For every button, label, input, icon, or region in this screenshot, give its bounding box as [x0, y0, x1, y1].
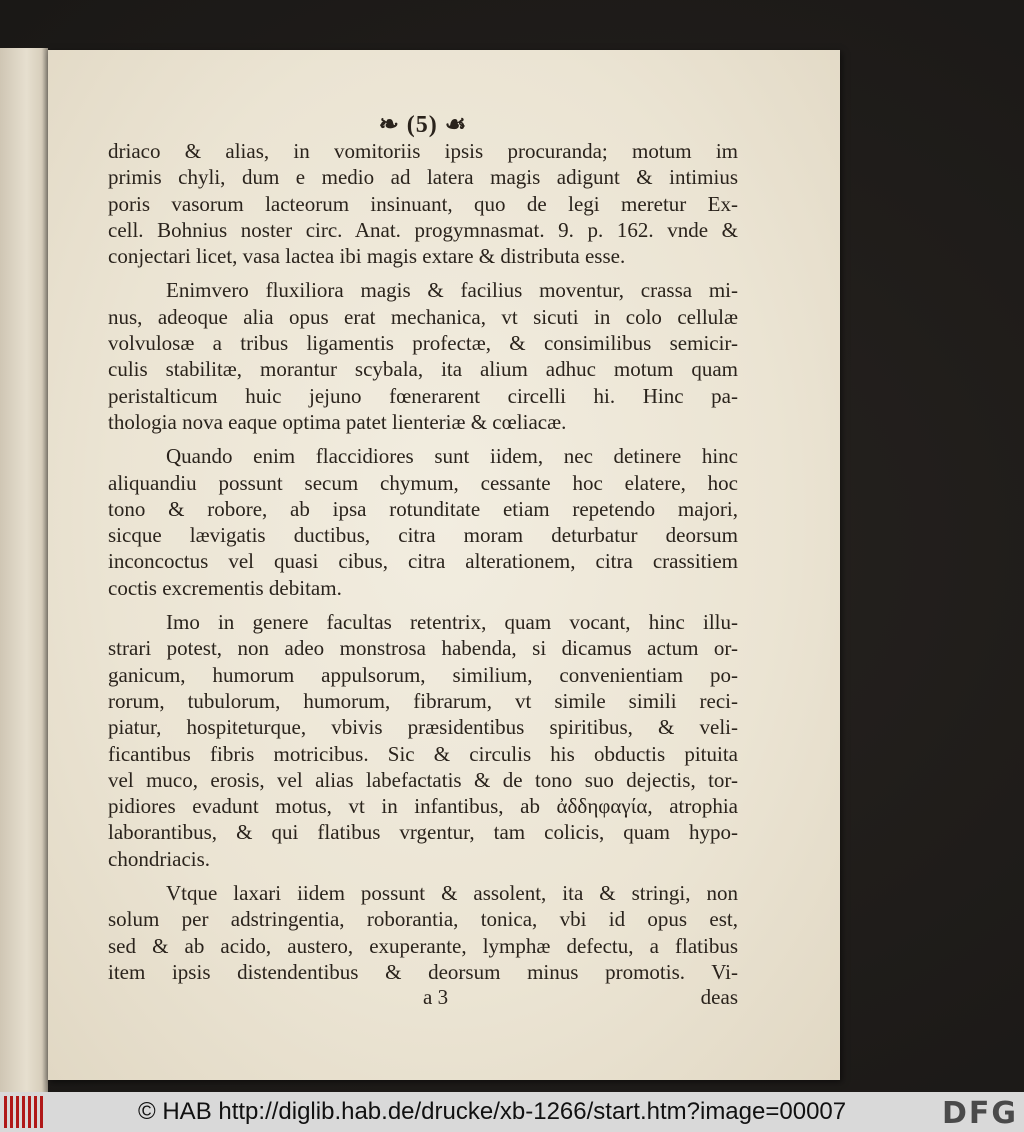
paragraph-4 [108, 609, 738, 872]
text-line: culis stabilitæ, morantur scybala, ita alium adhuc motum quam [108, 357, 738, 382]
text-line: ganicum, humorum appulsorum, similium, convenientiam po- [108, 662, 738, 687]
paragraph-1 [108, 138, 738, 269]
text-line: aliquandiu possunt secum chymum, cessante hoc elatere, hoc [108, 470, 738, 495]
text-line: peristalticum huic jejuno fœnerarent circelli hi. Hinc pa- [108, 383, 738, 408]
text-line: Vtque laxari iidem possunt & assolent, ita & stringi, non [166, 881, 738, 906]
text-line: strari potest, non adeo monstrosa habenda, si dicamus actum or- [108, 636, 738, 661]
page-footer-line [108, 985, 738, 1011]
text-line: Quando enim flaccidiores sunt iidem, nec detinere hinc [166, 444, 738, 469]
text-line: ficantibus fibris motricibus. Sic & circulis his obductis pituita [108, 741, 738, 766]
text-line: tono & robore, ab ipsa rotunditate etiam repetendo majori, [108, 496, 738, 521]
catchword: deas [700, 985, 738, 1010]
text-line: vel muco, erosis, vel alias labefactatis & de tono suo dejectis, tor- [108, 767, 738, 792]
signature-mark: a 3 [423, 985, 449, 1010]
text-line: nus, adeoque alia opus erat mechanica, vt sicuti in colo cellulæ [108, 304, 738, 329]
paragraph-2 [108, 277, 738, 435]
text-line: poris vasorum lacteorum insinuant, quo de legi meretur Ex- [108, 191, 738, 216]
text-line: sicque lævigatis ductibus, citra moram deturbatur deorsum [108, 523, 738, 548]
text-line: volvulosæ a tribus ligamentis profectæ, & consimilibus semicir- [108, 331, 738, 356]
hab-logo-icon [4, 1096, 46, 1128]
text-line: rorum, tubulorum, humorum, fibrarum, vt simile simili reci- [108, 688, 738, 713]
text-line: Imo in genere facultas retentrix, quam vocant, hinc illu- [166, 610, 738, 635]
text-line: inconcoctus vel quasi cibus, citra alterationem, citra crassitiem [108, 549, 738, 574]
text-line: cell. Bohnius noster circ. Anat. progymnasmat. 9. p. 162. vnde & [108, 217, 738, 242]
text-line: primis chyli, dum e medio ad latera magis adigunt & intimius [108, 165, 738, 190]
text-line: driaco & alias, in vomitoriis ipsis procuranda; motum im [108, 139, 738, 163]
viewer-footer-bar [0, 1092, 1024, 1132]
text-line: laborantibus, & qui flatibus vrgentur, tam colicis, quam hypo- [108, 820, 738, 845]
text-line: thologia nova eaque optima patet lienteriæ & cœliacæ. [108, 409, 567, 434]
page-text-block [108, 110, 738, 1011]
dfg-logo: DFG [941, 1096, 1018, 1131]
copyright-url-link[interactable]: © HAB http://diglib.hab.de/drucke/xb-1266/start.htm?image=00007 [138, 1098, 847, 1125]
paragraph-3 [108, 443, 738, 601]
page-number-header: ❧ (5) ☙ [378, 112, 468, 138]
text-line: pidiores evadunt motus, vt in infantibus, ab ἀδδηφαγία, atrophia [108, 794, 738, 819]
text-line: piatur, hospiteturque, vbivis præsidentibus spiritibus, & veli- [108, 715, 738, 740]
text-line: coctis excrementis debitam. [108, 575, 342, 600]
text-line: item ipsis distendentibus & deorsum minus promotis. Vi- [108, 959, 738, 984]
text-line: Enimvero fluxiliora magis & facilius moventur, crassa mi- [166, 278, 738, 303]
book-page [48, 50, 840, 1080]
paragraph-5 [108, 880, 738, 985]
text-line: chondriacis. [108, 846, 211, 871]
text-line: conjectari licet, vasa lactea ibi magis extare & distributa esse. [108, 244, 626, 269]
text-line: solum per adstringentia, roborantia, tonica, vbi id opus est, [108, 907, 738, 932]
text-line: sed & ab acido, austero, exuperante, lymphæ defectu, a flatibus [108, 933, 738, 958]
left-page-edge [0, 48, 48, 1092]
